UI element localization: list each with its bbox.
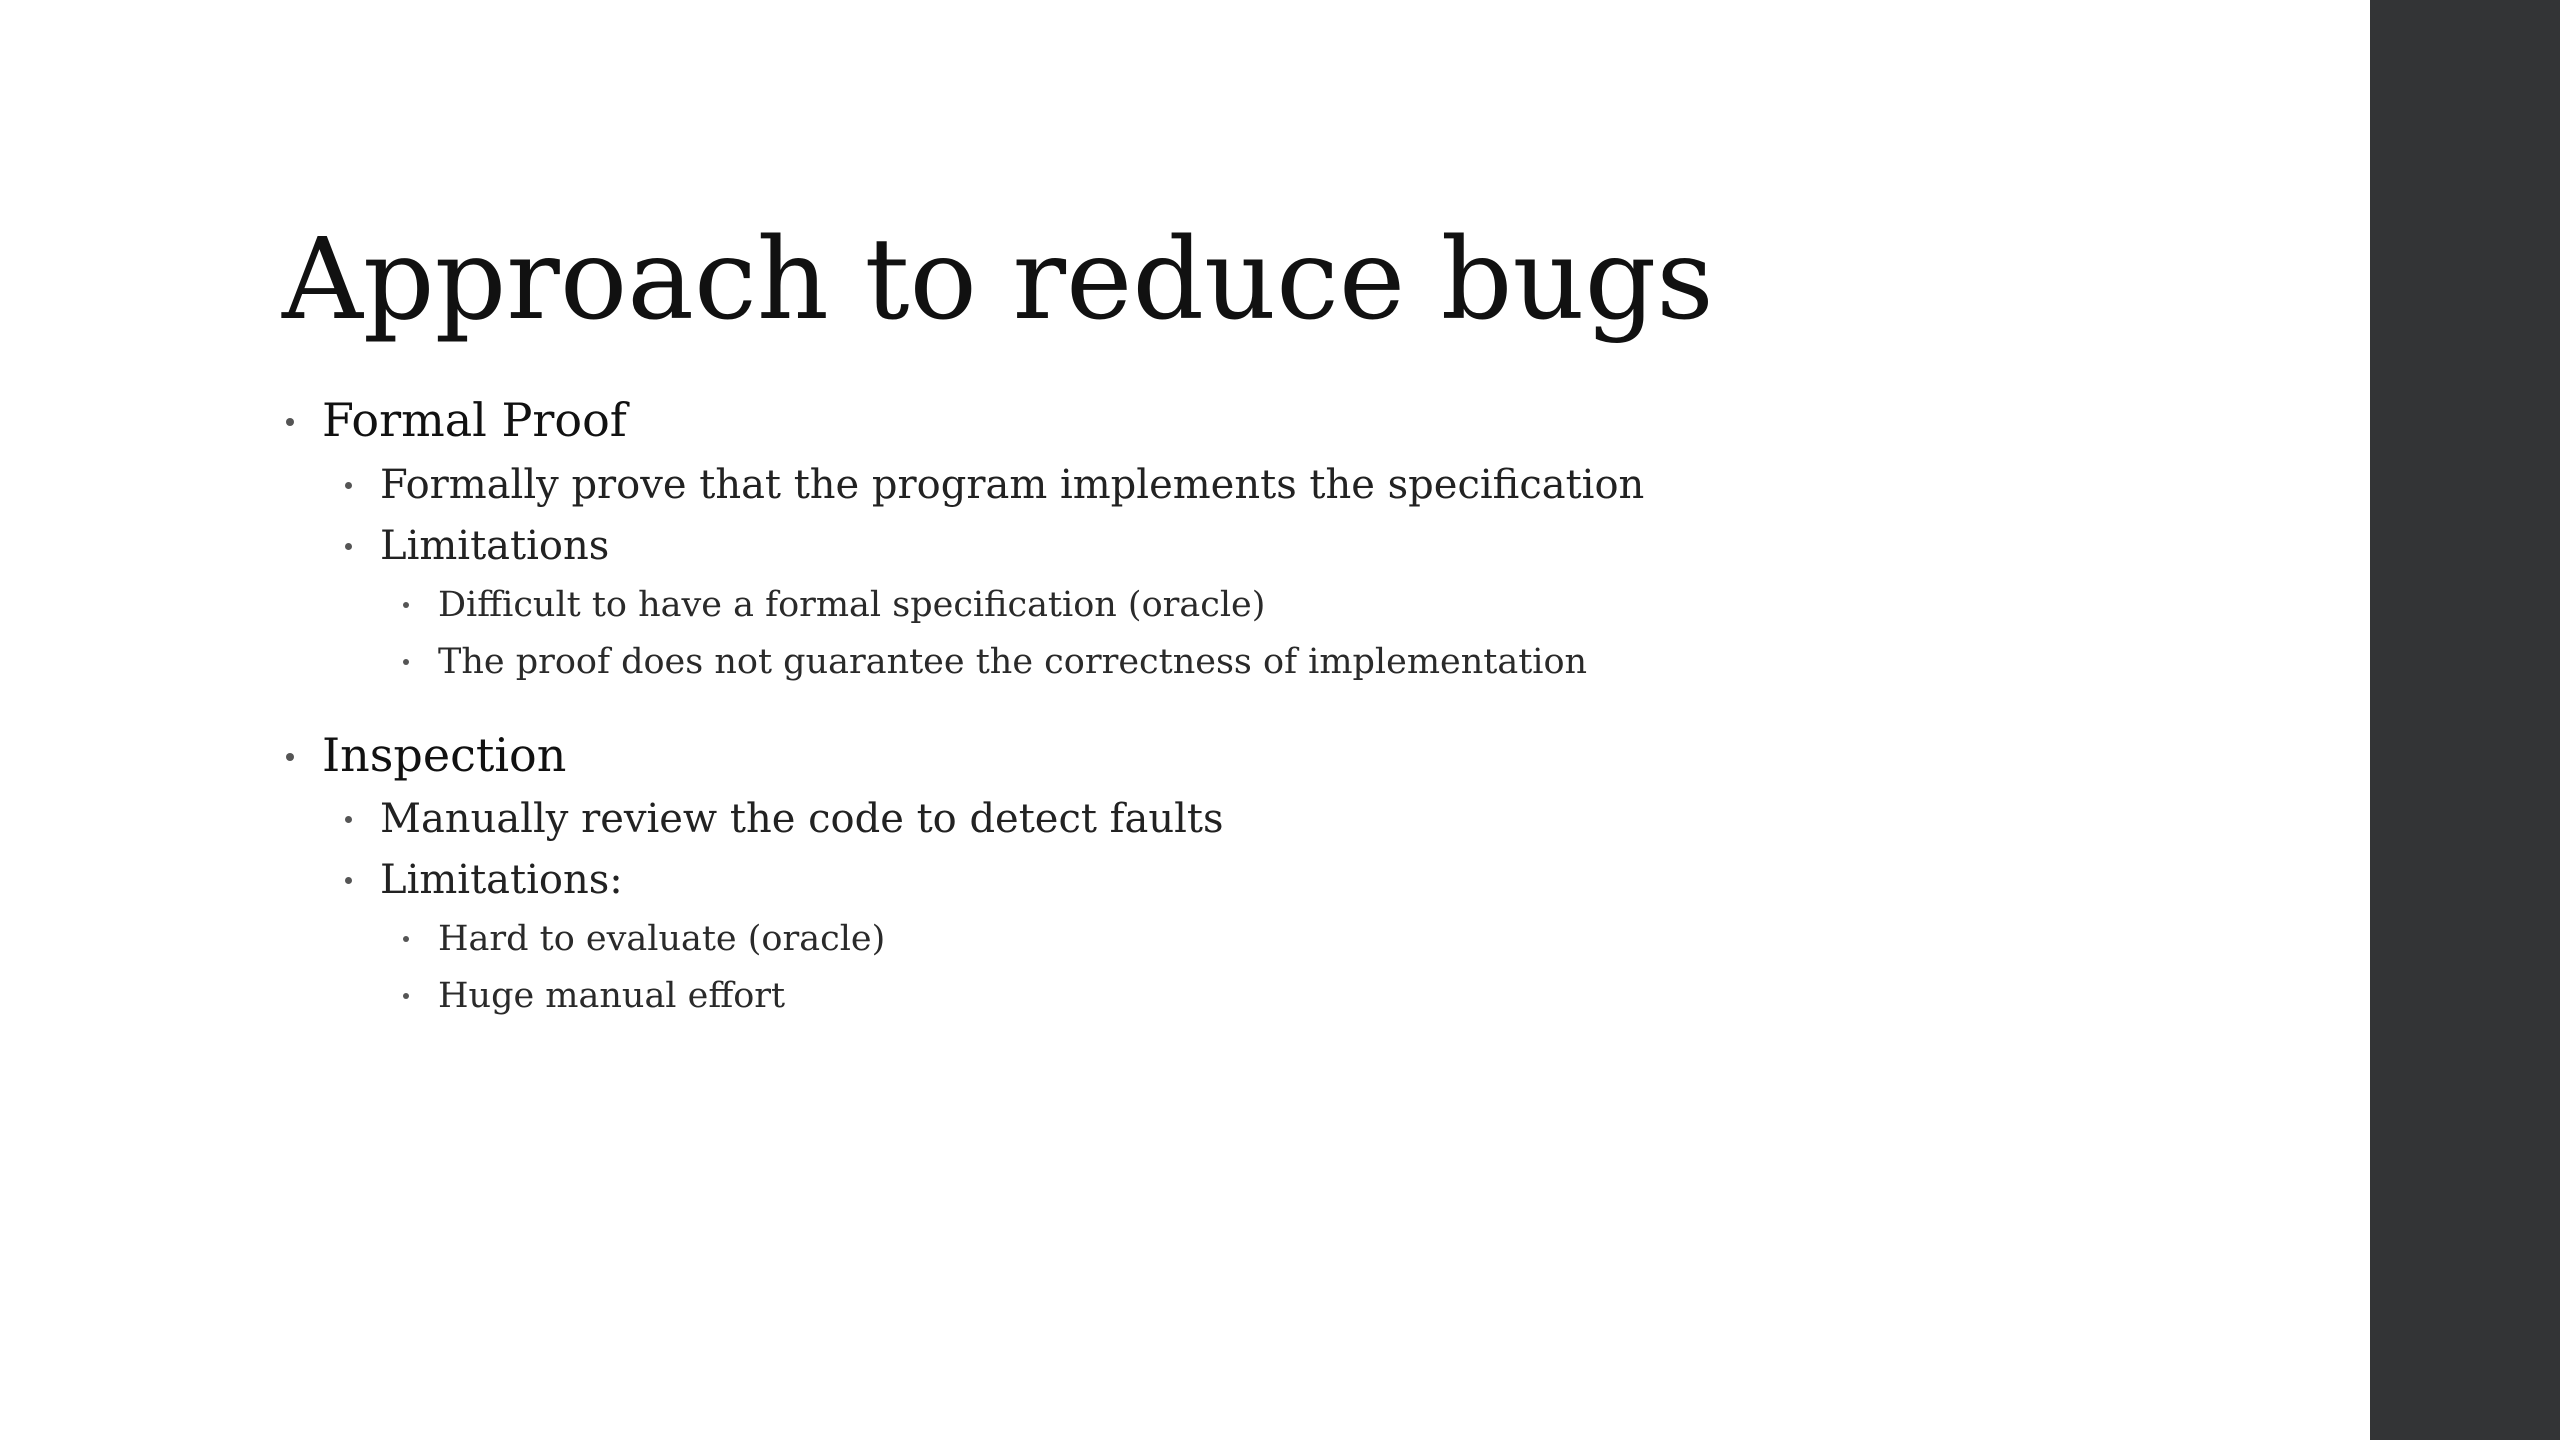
bullet-dot-icon: [286, 418, 294, 426]
bullet-dot-icon: [345, 877, 352, 884]
bullet-text: Manually review the code to detect faults: [380, 796, 1224, 842]
sub-sub-bullet-hard-to-evaluate: [438, 917, 885, 961]
bullet-dot-icon: [345, 482, 352, 489]
sub-bullet-limitations-2: [380, 855, 623, 905]
bullet-inspection: [322, 727, 566, 783]
bullet-dot-icon: [403, 602, 409, 608]
bullet-text: Limitations:: [380, 857, 623, 903]
bullet-dot-icon: [403, 993, 409, 999]
side-panel: [2370, 0, 2560, 1440]
sub-bullet-formally-prove: [380, 460, 1644, 510]
sub-sub-bullet-manual-effort: [438, 974, 785, 1018]
bullet-text: Difficult to have a formal specification (oracle): [438, 585, 1266, 625]
bullet-text: Limitations: [380, 523, 610, 569]
sub-sub-bullet-proof-correctness: [438, 640, 1587, 684]
bullet-text: The proof does not guarantee the correctness of implementation: [438, 642, 1588, 682]
sub-sub-bullet-formal-spec: [438, 583, 1265, 627]
slide-title: Approach to reduce bugs: [282, 215, 1714, 345]
bullet-dot-icon: [286, 753, 294, 761]
sub-bullet-limitations: [380, 521, 609, 571]
bullet-text: Hard to evaluate (oracle): [438, 919, 886, 959]
bullet-text: Formally prove that the program implements the specification: [380, 462, 1645, 508]
bullet-dot-icon: [345, 543, 352, 550]
bullet-dot-icon: [403, 659, 409, 665]
bullet-text: Formal Proof: [322, 393, 627, 447]
sub-bullet-manual-review: [380, 794, 1223, 844]
bullet-dot-icon: [345, 816, 352, 823]
bullet-dot-icon: [403, 936, 409, 942]
bullet-text: Inspection: [322, 728, 567, 782]
bullet-text: Huge manual effort: [438, 976, 786, 1016]
bullet-formal-proof: [322, 392, 627, 448]
